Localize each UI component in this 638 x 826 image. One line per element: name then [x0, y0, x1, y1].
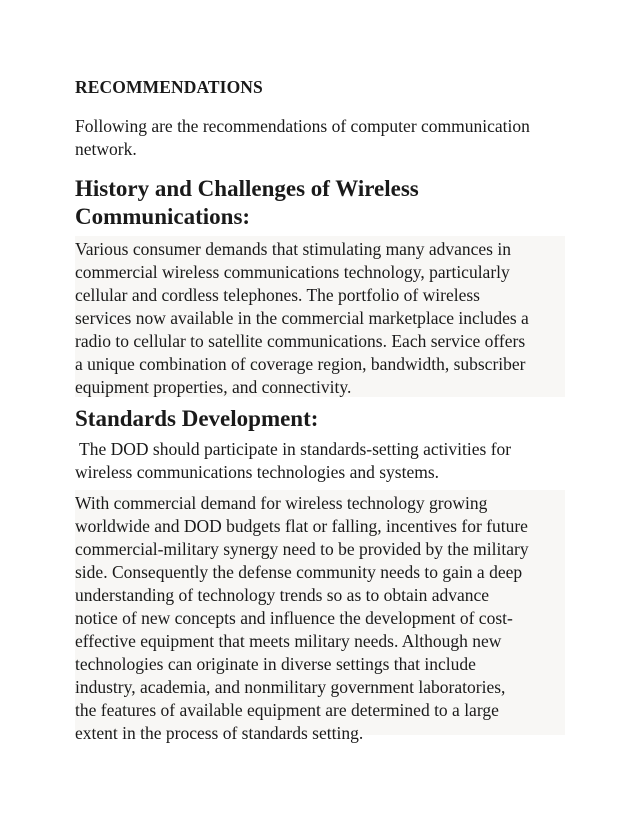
body-line: technologies can originate in diverse settings that include	[75, 654, 476, 674]
standards-section-title	[75, 405, 565, 433]
intro-line: network.	[75, 139, 137, 159]
intro-paragraph	[75, 115, 565, 161]
standards-lead-paragraph	[75, 438, 565, 484]
section-title-line: History and Challenges of Wireless	[75, 176, 419, 201]
body-line: understanding of technology trends so as to obtain advance	[75, 585, 490, 605]
body-line: a unique combination of coverage region, bandwidth, subscriber	[75, 354, 526, 374]
history-section-title	[75, 175, 565, 231]
body-line: With commercial demand for wireless technology growing	[75, 493, 488, 513]
history-section-body	[75, 236, 565, 397]
lead-line: wireless communications technologies and systems.	[75, 462, 440, 482]
standards-section-body	[75, 490, 565, 743]
body-line: equipment properties, and connectivity.	[75, 377, 352, 397]
recommendations-heading	[75, 76, 565, 98]
body-line: extent in the process of standards setting.	[75, 723, 364, 743]
section-title-line: Standards Development:	[75, 406, 319, 431]
body-line: commercial-military synergy need to be provided by the military	[75, 539, 529, 559]
body-line: notice of new concepts and influence the development of cost-	[75, 608, 513, 628]
section-title-line: Communications:	[75, 204, 251, 229]
body-line: industry, academia, and nonmilitary government laboratories,	[75, 677, 506, 697]
body-line: services now available in the commercial marketplace includes a	[75, 308, 529, 328]
heading-text: RECOMMENDATIONS	[75, 77, 263, 97]
body-line: the features of available equipment are determined to a large	[75, 700, 499, 720]
lead-line: The DOD should participate in standards-setting activities for	[75, 439, 512, 459]
body-line: Various consumer demands that stimulating many advances in	[75, 239, 511, 259]
body-line: effective equipment that meets military needs. Although new	[75, 631, 502, 651]
intro-line: Following are the recommendations of computer communication	[75, 116, 530, 136]
body-line: worldwide and DOD budgets flat or falling, incentives for future	[75, 516, 528, 536]
body-line: cellular and cordless telephones. The portfolio of wireless	[75, 285, 480, 305]
body-line: radio to cellular to satellite communications. Each service offers	[75, 331, 526, 351]
body-line: side. Consequently the defense community needs to gain a deep	[75, 562, 523, 582]
body-line: commercial wireless communications technology, particularly	[75, 262, 510, 282]
